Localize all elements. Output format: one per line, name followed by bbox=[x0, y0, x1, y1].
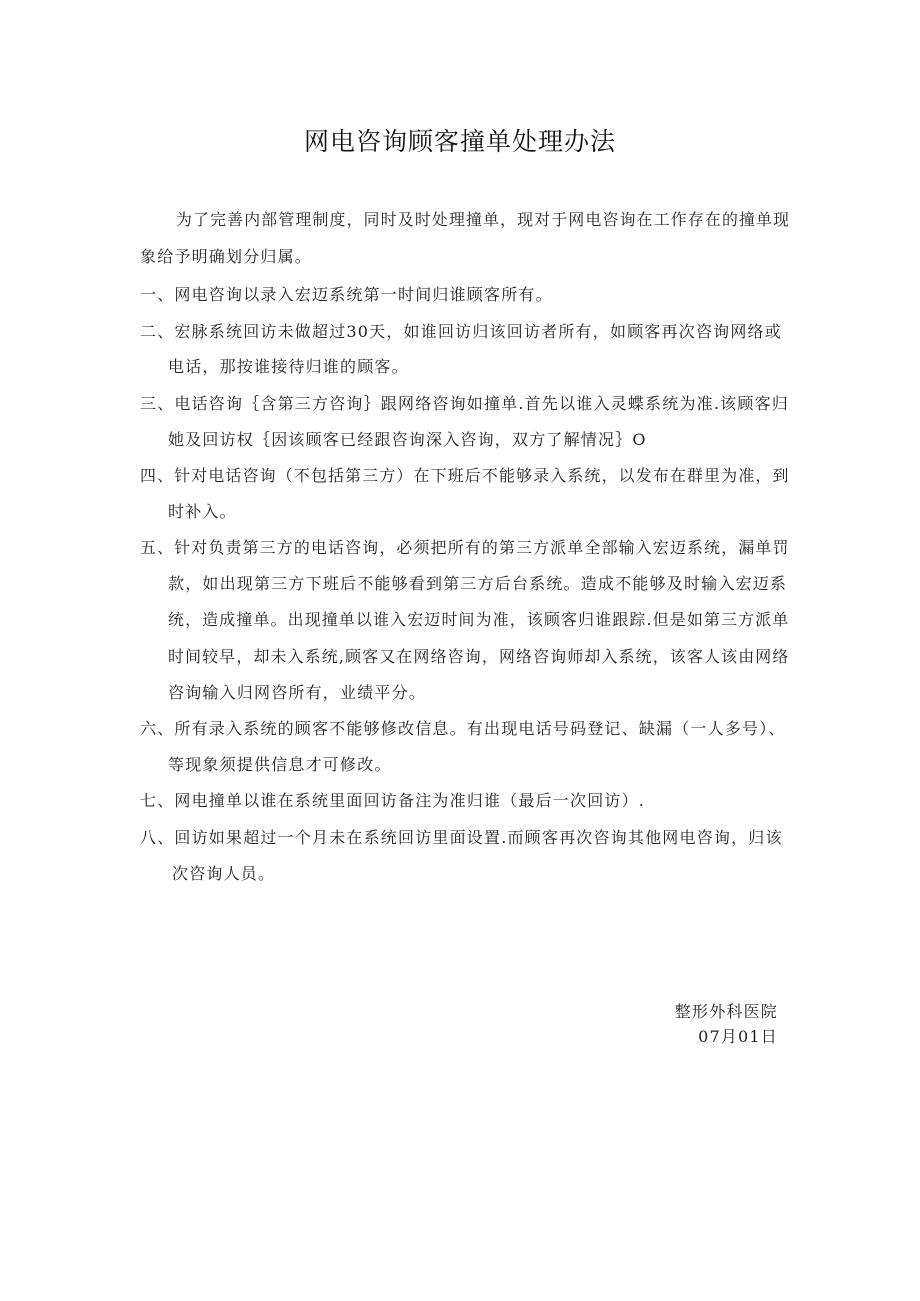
rule-1-line: 一、网电咨询以录入宏迈系统第一时间归谁顾客所有。 bbox=[140, 285, 553, 304]
rule-6-line: 等现象须提供信息才可修改。 bbox=[168, 755, 392, 774]
rule-5-line: 款，如出现第三方下班后不能够看到第三方后台系统。造成不能够及时输入宏迈系 bbox=[168, 574, 788, 593]
rule-4-line: 四、针对电话咨询（不包括第三方）在下班后不能够录入系统，以发布在群里为准，到 bbox=[140, 466, 790, 485]
signature-date: 07月01日 bbox=[698, 1027, 778, 1046]
rule-2-line: 二、宏脉系统回访未做超过30天，如谁回访归该回访者所有，如顾客再次咨询网络或 bbox=[140, 322, 782, 341]
rule-8-line: 次咨询人员。 bbox=[172, 864, 276, 883]
rule-6-line: 六、所有录入系统的顾客不能够修改信息。有出现电话号码登记、缺漏（一人多号）、 bbox=[140, 719, 786, 738]
rule-5-line: 五、针对负责第三方的电话咨询，必须把所有的第三方派单全部输入宏迈系统，漏单罚 bbox=[140, 538, 790, 557]
rule-3-line: 三、电话咨询｛含第三方咨询｝跟网络咨询如撞单.首先以谁入灵蝶系统为准.该顾客归 bbox=[140, 394, 789, 413]
rule-3-line: 她及回访权｛因该顾客已经跟咨询深入咨询，双方了解情况｝O bbox=[168, 430, 647, 449]
rule-5-line: 咨询输入归网咨所有，业绩平分。 bbox=[168, 683, 427, 702]
intro-line: 象给予明确划分归属。 bbox=[140, 247, 313, 266]
signature-org: 整形外科医院 bbox=[674, 1002, 778, 1021]
rule-5-line: 时间较早，却未入系统,顾客又在网络咨询，网络咨询师却入系统，该客人该由网络 bbox=[168, 647, 790, 666]
rule-4-line: 时补入。 bbox=[168, 502, 237, 521]
rule-7-line: 七、网电撞单以谁在系统里面回访备注为准归谁（最后一次回访）. bbox=[140, 791, 646, 810]
rule-5-line: 统，造成撞单。出现撞单以谁入宏迈时间为准，该顾客归谁跟踪.但是如第三方派单 bbox=[168, 610, 790, 629]
rule-2-line: 电话，那按谁接待归谁的顾客。 bbox=[168, 357, 409, 376]
intro-line: 为了完善内部管理制度，同时及时处理撞单，现对于网电咨询在工作存在的撞单现 bbox=[176, 210, 791, 229]
rule-8-line: 八、回访如果超过一个月未在系统回访里面设置.而顾客再次咨询其他网电咨询，归该 bbox=[140, 828, 783, 847]
document-title: 网电咨询顾客撞单处理办法 bbox=[303, 127, 616, 156]
